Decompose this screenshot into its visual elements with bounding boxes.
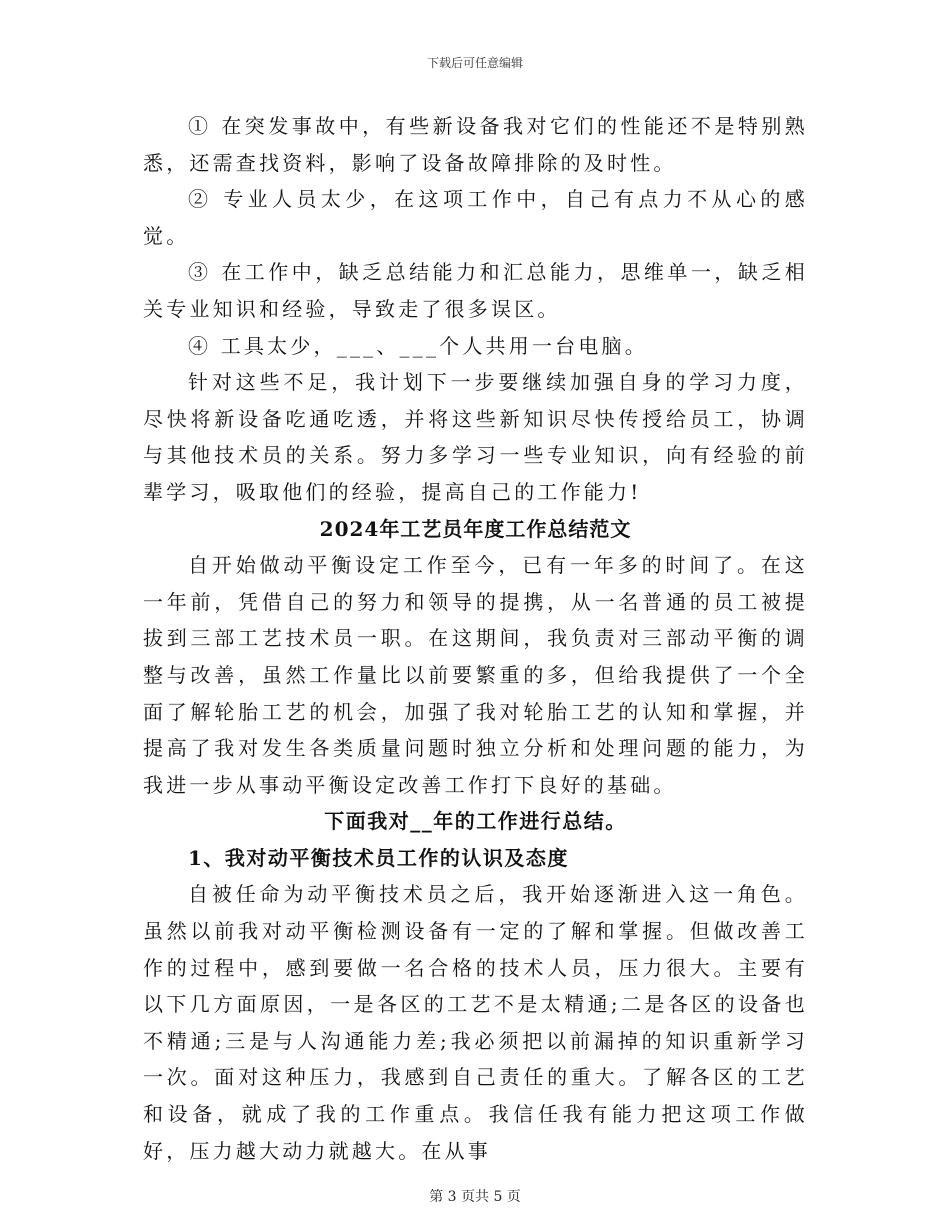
paragraph-issue-4: ④ 工具太少，___、___个人共用一台电脑。 bbox=[188, 333, 648, 358]
page-footer: 第 3 页共 5 页 bbox=[429, 1189, 521, 1205]
paragraph-issue-1: ① 在突发事故中，有些新设备我对它们的性能还不是特别熟悉，还需查找资料，影响了设备故障排除的及时性。 bbox=[143, 114, 808, 175]
section-subtitle: 下面我对__年的工作进行总结。 bbox=[324, 809, 627, 834]
document-title: 2024年工艺员年度工作总结范文 bbox=[319, 516, 632, 541]
paragraph-issue-3: ③ 在工作中，缺乏总结能力和汇总能力，思维单一，缺乏相关专业知识和经验，导致走了很多误区。 bbox=[143, 260, 808, 321]
paragraph-plan: 针对这些不足，我计划下一步要继续加强自身的学习力度，尽快将新设备吃通吃透，并将这些新知识尽快传授给员工，协调与其他技术员的关系。努力多学习一些专业知识，向有经验的前辈学习，吸取他们的经验，提高自己的工作能力! bbox=[143, 370, 808, 504]
page-header: 下载后可任意编辑 bbox=[426, 56, 523, 70]
paragraph-section-1: 自被任命为动平衡技术员之后，我开始逐渐进入这一角色。虽然以前我对动平衡检测设备有一定的了解和掌握。但做改善工作的过程中，感到要做一名合格的技术人员，压力很大。主要有以下几方面原因，一是各区的工艺不是太精通;二是各区的设备也不精通;三是与人沟通能力差;我必须把以前漏掉的知识重新学习一次。面对这种压力，我感到自己责任的重大。了解各区的工艺和设备，就成了我的工作重点。我信任我有能力把这项工作做好，压力越大动力就越大。在从事 bbox=[143, 882, 808, 1163]
section-heading-1: 1、我对动平衡技术员工作的认识及态度 bbox=[188, 845, 569, 870]
paragraph-intro: 自开始做动平衡设定工作至今，已有一年多的时间了。在这一年前，凭借自己的努力和领导的提携，从一名普通的员工被提拔到三部工艺技术员一职。在这期间，我负责对三部动平衡的调整与改善，虽然工作量比以前要繁重的多，但给我提供了一个全面了解轮胎工艺的机会，加强了我对轮胎工艺的认知和掌握，并提高了我对发生各类质量问题时独立分析和处理问题的能力，为我进一步从事动平衡设定改善工作打下良好的基础。 bbox=[143, 553, 808, 797]
paragraph-issue-2: ② 专业人员太少，在这项工作中，自己有点力不从心的感觉。 bbox=[143, 187, 808, 248]
document-body bbox=[143, 108, 808, 1169]
